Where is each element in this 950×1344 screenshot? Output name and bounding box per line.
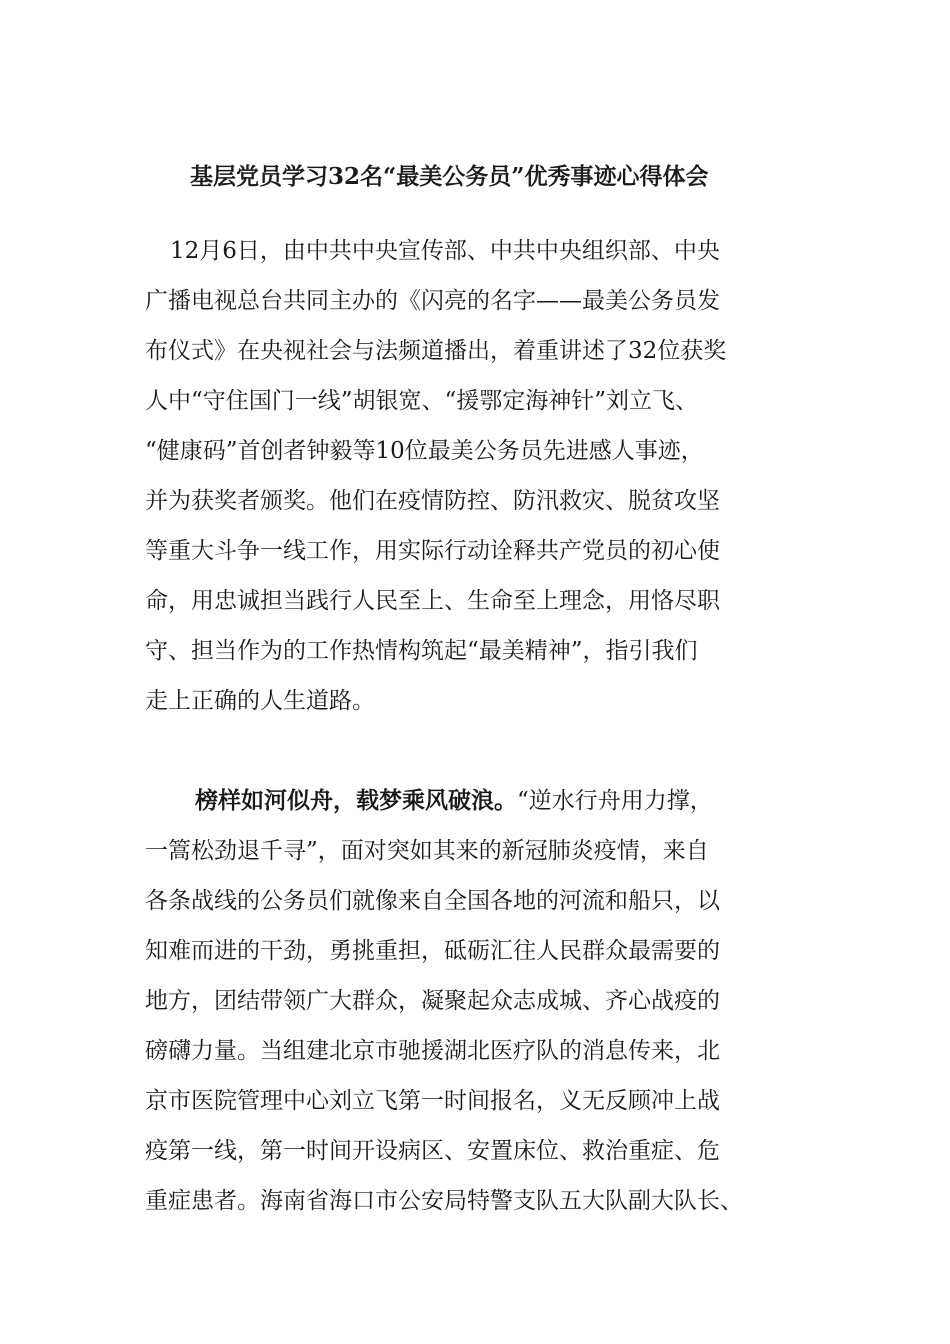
paragraph-1-line-8: 命，用忠诚担当践行人民至上、生命至上理念，用恪尽职	[145, 588, 720, 614]
paragraph-1-line-1: 12月6日，由中共中央宣传部、中共中央组织部、中央	[170, 238, 720, 264]
paragraph-1-line-4: 人中“守住国门一线”胡银宽、“援鄂定海神针”刘立飞、	[145, 388, 699, 414]
paragraph-2-line-7: 京市医院管理中心刘立飞第一时间报名，义无反顾冲上战	[145, 1088, 720, 1114]
paragraph-2-line-5: 地方，团结带领广大群众，凝聚起众志成城、齐心战疫的	[145, 988, 720, 1014]
paragraph-2-first-rest: “逆水行舟用力撑，	[517, 788, 713, 814]
paragraph-1-line-9: 守、担当作为的工作热情构筑起“最美精神”，指引我们	[145, 638, 698, 664]
paragraph-2-line-8: 疫第一线，第一时间开设病区、安置床位、救治重症、危	[145, 1138, 720, 1164]
paragraph-2-line-2: 一篙松劲退千寻”，面对突如其来的新冠肺炎疫情，来自	[145, 838, 709, 864]
paragraph-2-line-9: 重症患者。海南省海口市公安局特警支队五大队副大队长、	[145, 1188, 743, 1214]
paragraph-1-line-2: 广播电视总台共同主办的《闪亮的名字——最美公务员发	[145, 288, 720, 314]
paragraph-2-line-1	[195, 784, 713, 818]
paragraph-1-line-10: 走上正确的人生道路。	[145, 688, 375, 714]
paragraph-2-line-6: 磅礴力量。当组建北京市驰援湖北医疗队的消息传来，北	[145, 1038, 720, 1064]
paragraph-1-line-5: “健康码”首创者钟毅等10位最美公务员先进感人事迹，	[145, 438, 704, 464]
paragraph-2-lead: 榜样如河似舟，载梦乘风破浪。	[195, 787, 517, 814]
paragraph-1-line-6: 并为获奖者颁奖。他们在疫情防控、防汛救灾、脱贫攻坚	[145, 488, 720, 514]
document-title: 基层党员学习32名“最美公务员”优秀事迹心得体会	[190, 163, 709, 190]
paragraph-2-line-3: 各条战线的公务员们就像来自全国各地的河流和船只，以	[145, 888, 720, 914]
paragraph-1-line-7: 等重大斗争一线工作，用实际行动诠释共产党员的初心使	[145, 538, 720, 564]
paragraph-2-line-4: 知难而进的干劲，勇挑重担，砥砺汇往人民群众最需要的	[145, 938, 720, 964]
paragraph-1-line-3: 布仪式》在央视社会与法频道播出，着重讲述了32位获奖	[145, 338, 727, 364]
